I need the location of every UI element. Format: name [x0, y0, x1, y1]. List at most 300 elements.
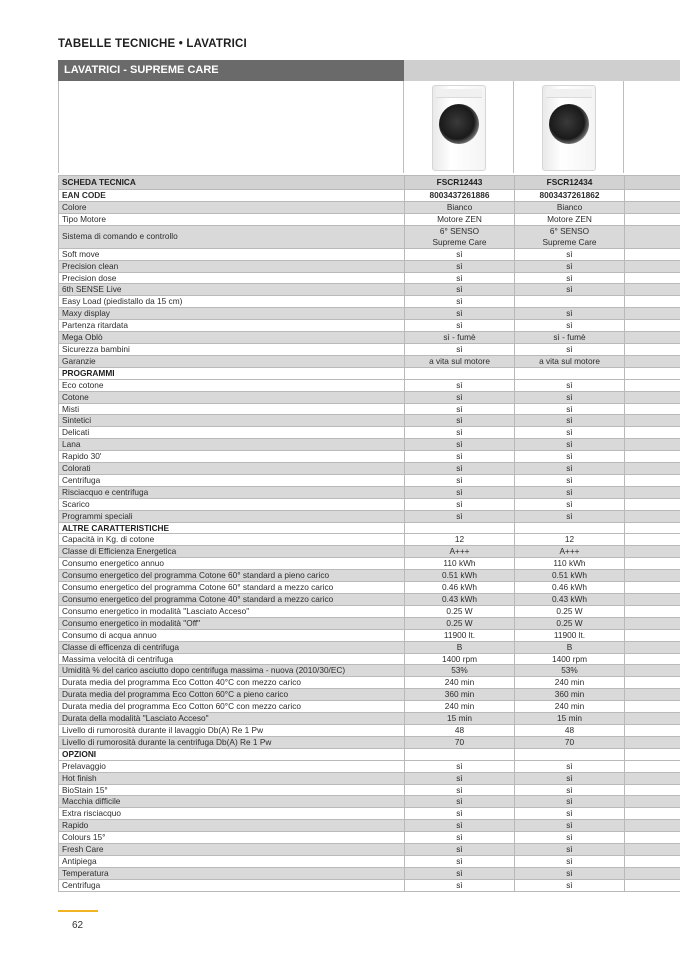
row-value-model-2: sì — [515, 343, 625, 355]
row-value-empty — [625, 772, 680, 784]
row-value-empty — [625, 605, 680, 617]
row-value-model-2: sì — [515, 772, 625, 784]
row-value-model-1 — [405, 748, 515, 760]
table-row — [59, 190, 680, 202]
row-label: Durata media del programma Eco Cotton 40°C con mezzo carico — [59, 677, 405, 689]
table-row — [59, 689, 680, 701]
row-value-model-1: sì — [405, 760, 515, 772]
row-value-empty — [625, 391, 680, 403]
row-value-model-1: sì — [405, 320, 515, 332]
column-header-model-1: FSCR12443 — [405, 176, 515, 190]
row-label: Livello di rumorosità durante il lavaggio Db(A) Re 1 Pw — [59, 724, 405, 736]
row-value-model-1: sì — [405, 879, 515, 891]
row-label: Livello di rumorosità durante la centrifuga Db(A) Re 1 Pw — [59, 736, 405, 748]
row-value-empty — [625, 332, 680, 344]
table-row — [59, 855, 680, 867]
row-value-empty — [625, 582, 680, 594]
table-row — [59, 832, 680, 844]
row-value-model-1: sì — [405, 510, 515, 522]
table-row — [59, 308, 680, 320]
row-value-model-2: sì — [515, 284, 625, 296]
row-value-model-1: sì — [405, 403, 515, 415]
page-number: 62 — [72, 920, 84, 931]
row-value-model-2: A+++ — [515, 546, 625, 558]
row-value-model-2: sì — [515, 391, 625, 403]
row-value-model-2: sì — [515, 474, 625, 486]
spec-table — [58, 175, 680, 892]
row-value-model-1: B — [405, 641, 515, 653]
row-value-model-2: Bianco — [515, 201, 625, 213]
table-row — [59, 391, 680, 403]
table-row — [59, 451, 680, 463]
row-value-empty — [625, 677, 680, 689]
table-section-row — [59, 367, 680, 379]
table-row — [59, 284, 680, 296]
row-label: Garanzie — [59, 355, 405, 367]
row-value-empty — [625, 546, 680, 558]
row-value-empty — [625, 689, 680, 701]
table-row — [59, 879, 680, 891]
row-value-model-1: sì — [405, 248, 515, 260]
column-header-model-2: FSCR12434 — [515, 176, 625, 190]
table-row — [59, 296, 680, 308]
row-value-model-2: a vita sul motore — [515, 355, 625, 367]
row-value-model-2: 0.51 kWh — [515, 570, 625, 582]
table-row — [59, 582, 680, 594]
row-value-model-2: sì — [515, 451, 625, 463]
row-value-empty — [625, 570, 680, 582]
row-value-model-1: 110 kWh — [405, 558, 515, 570]
table-row — [59, 641, 680, 653]
row-label: Consumo di acqua annuo — [59, 629, 405, 641]
row-value-model-2: 240 min — [515, 677, 625, 689]
row-label: Sintetici — [59, 415, 405, 427]
row-value-empty — [625, 379, 680, 391]
row-value-empty — [625, 796, 680, 808]
row-value-model-1: 0.25 W — [405, 605, 515, 617]
washing-machine-icon — [432, 85, 486, 171]
row-value-model-1: 240 min — [405, 701, 515, 713]
row-value-empty — [625, 498, 680, 510]
row-value-empty — [625, 343, 680, 355]
row-value-empty — [625, 820, 680, 832]
row-value-empty — [625, 701, 680, 713]
row-value-model-1: sì — [405, 296, 515, 308]
table-row — [59, 355, 680, 367]
row-value-model-2: sì — [515, 486, 625, 498]
row-label: Durata media del programma Eco Cotton 60°C a pieno carico — [59, 689, 405, 701]
table-row — [59, 415, 680, 427]
row-label: 6th SENSE Live — [59, 284, 405, 296]
row-value-empty — [625, 320, 680, 332]
row-value-empty — [625, 284, 680, 296]
table-header-row — [59, 176, 680, 190]
table-row — [59, 486, 680, 498]
row-value-model-1: 53% — [405, 665, 515, 677]
row-label: Precision clean — [59, 260, 405, 272]
table-row — [59, 439, 680, 451]
row-value-model-1: sì — [405, 808, 515, 820]
row-value-model-2: sì — [515, 498, 625, 510]
row-value-model-2: sì — [515, 510, 625, 522]
spec-table-wrap — [58, 175, 680, 892]
row-label: Consumo energetico del programma Cotone 60° standard a pieno carico — [59, 570, 405, 582]
row-value-empty — [625, 594, 680, 606]
row-value-model-1: sì - fumè — [405, 332, 515, 344]
row-label: Centrifuga — [59, 474, 405, 486]
row-value-model-2: B — [515, 641, 625, 653]
row-value-model-1: 70 — [405, 736, 515, 748]
row-value-empty — [625, 486, 680, 498]
row-label: Consumo energetico in modalità "Off" — [59, 617, 405, 629]
row-value-model-1: sì — [405, 284, 515, 296]
table-row — [59, 677, 680, 689]
row-value-model-2: 1400 rpm — [515, 653, 625, 665]
table-section-row — [59, 748, 680, 760]
table-row — [59, 474, 680, 486]
table-row — [59, 594, 680, 606]
table-row — [59, 844, 680, 856]
row-value-model-2: sì — [515, 808, 625, 820]
row-label: Consumo energetico in modalità "Lasciato Acceso" — [59, 605, 405, 617]
table-row — [59, 510, 680, 522]
row-value-model-2: sì — [515, 760, 625, 772]
table-row — [59, 463, 680, 475]
row-value-model-1: sì — [405, 796, 515, 808]
row-value-model-1: sì — [405, 451, 515, 463]
row-label: Precision dose — [59, 272, 405, 284]
row-value-model-2: 6° SENSO Supreme Care — [515, 225, 625, 248]
column-header-label: SCHEDA TECNICA — [59, 176, 405, 190]
row-value-model-1: sì — [405, 260, 515, 272]
table-row — [59, 784, 680, 796]
row-value-model-2: sì — [515, 820, 625, 832]
row-value-model-2: sì — [515, 379, 625, 391]
row-value-model-1: sì — [405, 463, 515, 475]
row-value-model-1: sì — [405, 474, 515, 486]
row-value-empty — [625, 713, 680, 725]
row-value-model-1: sì — [405, 486, 515, 498]
row-label: Programmi speciali — [59, 510, 405, 522]
row-value-model-1: sì — [405, 820, 515, 832]
table-row — [59, 534, 680, 546]
row-label: Antipiega — [59, 855, 405, 867]
row-label: ALTRE CARATTERISTICHE — [59, 522, 405, 534]
row-value-empty — [625, 308, 680, 320]
row-value-model-2: Motore ZEN — [515, 213, 625, 225]
row-value-model-1: sì — [405, 391, 515, 403]
row-value-model-1: sì — [405, 844, 515, 856]
row-label: Hot finish — [59, 772, 405, 784]
table-row — [59, 498, 680, 510]
row-label: Colours 15° — [59, 832, 405, 844]
row-value-empty — [625, 522, 680, 534]
row-label: Classe di Efficienza Energetica — [59, 546, 405, 558]
row-value-empty — [625, 736, 680, 748]
row-label: Massima velocità di centrifuga — [59, 653, 405, 665]
row-value-model-2: sì — [515, 439, 625, 451]
table-row — [59, 403, 680, 415]
row-label: Partenza ritardata — [59, 320, 405, 332]
row-value-empty — [625, 213, 680, 225]
row-value-model-1: 15 min — [405, 713, 515, 725]
row-value-model-1: 48 — [405, 724, 515, 736]
row-value-model-1: 12 — [405, 534, 515, 546]
row-value-model-2: sì — [515, 832, 625, 844]
row-value-model-2: sì — [515, 463, 625, 475]
row-label: Extra risciacquo — [59, 808, 405, 820]
row-label: Durata media del programma Eco Cotton 60°C con mezzo carico — [59, 701, 405, 713]
row-label: Cotone — [59, 391, 405, 403]
row-value-model-1: sì — [405, 415, 515, 427]
product-image-cell-2 — [514, 81, 624, 173]
row-value-model-2 — [515, 522, 625, 534]
row-label: Colore — [59, 201, 405, 213]
row-value-model-2: sì — [515, 403, 625, 415]
row-value-model-1: sì — [405, 379, 515, 391]
row-value-empty — [625, 510, 680, 522]
row-label: Umidità % del carico asciutto dopo centrifuga massima - nuova (2010/30/EC) — [59, 665, 405, 677]
row-value-empty — [625, 190, 680, 202]
table-row — [59, 760, 680, 772]
table-row — [59, 629, 680, 641]
column-header-model-3 — [625, 176, 680, 190]
row-label: Prelavaggio — [59, 760, 405, 772]
row-value-empty — [625, 784, 680, 796]
row-value-model-1: a vita sul motore — [405, 355, 515, 367]
row-label: Delicati — [59, 427, 405, 439]
row-value-model-2: sì — [515, 844, 625, 856]
row-value-model-2: 53% — [515, 665, 625, 677]
table-row — [59, 605, 680, 617]
row-label: Risciacquo e centrifuga — [59, 486, 405, 498]
row-value-model-2: 70 — [515, 736, 625, 748]
row-label: Classe di efficenza di centrifuga — [59, 641, 405, 653]
row-value-model-1: Motore ZEN — [405, 213, 515, 225]
row-label: Consumo energetico del programma Cotone 60° standard a mezzo carico — [59, 582, 405, 594]
row-value-model-1: A+++ — [405, 546, 515, 558]
row-value-model-1: sì — [405, 498, 515, 510]
row-value-empty — [625, 844, 680, 856]
table-row — [59, 617, 680, 629]
row-value-model-1: 0.51 kWh — [405, 570, 515, 582]
row-value-empty — [625, 855, 680, 867]
row-value-empty — [625, 665, 680, 677]
product-image-cell-3 — [624, 81, 680, 173]
row-value-model-1: 11900 lt. — [405, 629, 515, 641]
row-label: Colorati — [59, 463, 405, 475]
row-value-model-1: sì — [405, 784, 515, 796]
row-value-model-2 — [515, 367, 625, 379]
table-row — [59, 379, 680, 391]
row-value-model-2: 15 min — [515, 713, 625, 725]
row-value-empty — [625, 225, 680, 248]
row-value-model-2: 0.25 W — [515, 605, 625, 617]
row-value-model-1: sì — [405, 343, 515, 355]
row-value-model-1: 240 min — [405, 677, 515, 689]
table-row — [59, 772, 680, 784]
row-value-model-2: sì — [515, 784, 625, 796]
table-row — [59, 665, 680, 677]
table-row — [59, 213, 680, 225]
table-row — [59, 272, 680, 284]
row-label: Sistema di comando e controllo — [59, 225, 405, 248]
row-value-empty — [625, 415, 680, 427]
row-value-model-1: sì — [405, 427, 515, 439]
table-row — [59, 343, 680, 355]
row-label: Consumo energetico del programma Cotone 40° standard a mezzo carico — [59, 594, 405, 606]
row-value-empty — [625, 629, 680, 641]
table-section-row — [59, 522, 680, 534]
row-value-empty — [625, 641, 680, 653]
row-value-model-1: Bianco — [405, 201, 515, 213]
row-value-empty — [625, 653, 680, 665]
table-row — [59, 558, 680, 570]
row-label: Maxy display — [59, 308, 405, 320]
row-value-model-1: sì — [405, 832, 515, 844]
row-label: EAN CODE — [59, 190, 405, 202]
row-value-model-2: 240 min — [515, 701, 625, 713]
row-value-model-1 — [405, 367, 515, 379]
row-value-empty — [625, 463, 680, 475]
row-value-model-2 — [515, 748, 625, 760]
row-value-empty — [625, 617, 680, 629]
row-label: Easy Load (piedistallo da 15 cm) — [59, 296, 405, 308]
row-value-model-2: 0.46 kWh — [515, 582, 625, 594]
page-title: TABELLE TECNICHE • LAVATRICI — [58, 38, 247, 50]
row-value-empty — [625, 558, 680, 570]
row-value-model-2: 360 min — [515, 689, 625, 701]
row-label: Lana — [59, 439, 405, 451]
row-value-model-2: sì — [515, 272, 625, 284]
footer-accent-line — [58, 910, 98, 912]
row-label: Sicurezza bambini — [59, 343, 405, 355]
row-value-model-2: sì — [515, 248, 625, 260]
row-label: Fresh Care — [59, 844, 405, 856]
table-row — [59, 248, 680, 260]
row-value-model-1: 360 min — [405, 689, 515, 701]
row-value-model-2: sì - fumè — [515, 332, 625, 344]
row-value-empty — [625, 451, 680, 463]
row-label: Rapido 30' — [59, 451, 405, 463]
image-label-cell — [58, 81, 404, 173]
row-value-model-2: 8003437261862 — [515, 190, 625, 202]
row-label: Durata della modalità "Lasciato Acceso" — [59, 713, 405, 725]
row-value-model-2: sì — [515, 260, 625, 272]
table-row — [59, 225, 680, 248]
table-row — [59, 332, 680, 344]
row-label: Eco cotone — [59, 379, 405, 391]
table-row — [59, 724, 680, 736]
row-value-model-2: sì — [515, 320, 625, 332]
row-value-model-1: 8003437261886 — [405, 190, 515, 202]
row-value-model-2: sì — [515, 308, 625, 320]
row-value-empty — [625, 403, 680, 415]
row-label: OPZIONI — [59, 748, 405, 760]
row-value-model-1: 0.25 W — [405, 617, 515, 629]
row-label: Scarico — [59, 498, 405, 510]
row-label: Centrifuga — [59, 879, 405, 891]
product-image-row — [58, 81, 680, 173]
row-value-model-1: 1400 rpm — [405, 653, 515, 665]
row-value-model-2: sì — [515, 796, 625, 808]
row-value-model-2: 11900 lt. — [515, 629, 625, 641]
row-value-empty — [625, 355, 680, 367]
row-value-model-1: 0.43 kWh — [405, 594, 515, 606]
row-value-model-2: 12 — [515, 534, 625, 546]
row-value-model-2: sì — [515, 879, 625, 891]
table-row — [59, 736, 680, 748]
row-value-model-1: sì — [405, 439, 515, 451]
row-value-empty — [625, 879, 680, 891]
row-value-empty — [625, 272, 680, 284]
row-value-model-2: sì — [515, 415, 625, 427]
row-value-model-2: sì — [515, 867, 625, 879]
row-value-empty — [625, 534, 680, 546]
table-row — [59, 820, 680, 832]
table-row — [59, 546, 680, 558]
table-row — [59, 808, 680, 820]
row-value-model-2: sì — [515, 855, 625, 867]
row-value-empty — [625, 832, 680, 844]
row-value-model-1 — [405, 522, 515, 534]
row-label: PROGRAMMI — [59, 367, 405, 379]
table-row — [59, 701, 680, 713]
row-value-empty — [625, 367, 680, 379]
row-label: Misti — [59, 403, 405, 415]
table-row — [59, 867, 680, 879]
row-value-model-1: sì — [405, 855, 515, 867]
row-value-model-1: sì — [405, 867, 515, 879]
row-value-model-1: 0.46 kWh — [405, 582, 515, 594]
row-value-model-1: sì — [405, 272, 515, 284]
row-label: Consumo energetico annuo — [59, 558, 405, 570]
table-row — [59, 320, 680, 332]
row-label: Mega Oblò — [59, 332, 405, 344]
row-value-empty — [625, 748, 680, 760]
row-value-empty — [625, 808, 680, 820]
table-row — [59, 653, 680, 665]
row-label: BioStain 15° — [59, 784, 405, 796]
table-row — [59, 427, 680, 439]
row-value-empty — [625, 201, 680, 213]
row-label: Macchia difficile — [59, 796, 405, 808]
row-label: Capacità in Kg. di cotone — [59, 534, 405, 546]
section-title: LAVATRICI - SUPREME CARE — [58, 60, 404, 81]
row-label: Rapido — [59, 820, 405, 832]
row-value-empty — [625, 724, 680, 736]
row-value-empty — [625, 474, 680, 486]
row-value-empty — [625, 760, 680, 772]
row-value-model-2 — [515, 296, 625, 308]
row-label: Tipo Motore — [59, 213, 405, 225]
table-row — [59, 570, 680, 582]
row-value-empty — [625, 260, 680, 272]
table-row — [59, 796, 680, 808]
row-label: Temperatura — [59, 867, 405, 879]
row-value-model-2: 48 — [515, 724, 625, 736]
row-value-empty — [625, 248, 680, 260]
row-value-empty — [625, 296, 680, 308]
product-image-cell-1 — [404, 81, 514, 173]
row-value-empty — [625, 867, 680, 879]
row-value-model-2: 0.43 kWh — [515, 594, 625, 606]
washing-machine-icon — [542, 85, 596, 171]
row-value-empty — [625, 439, 680, 451]
row-value-model-1: 6° SENSO Supreme Care — [405, 225, 515, 248]
table-row — [59, 713, 680, 725]
row-value-model-2: 110 kWh — [515, 558, 625, 570]
